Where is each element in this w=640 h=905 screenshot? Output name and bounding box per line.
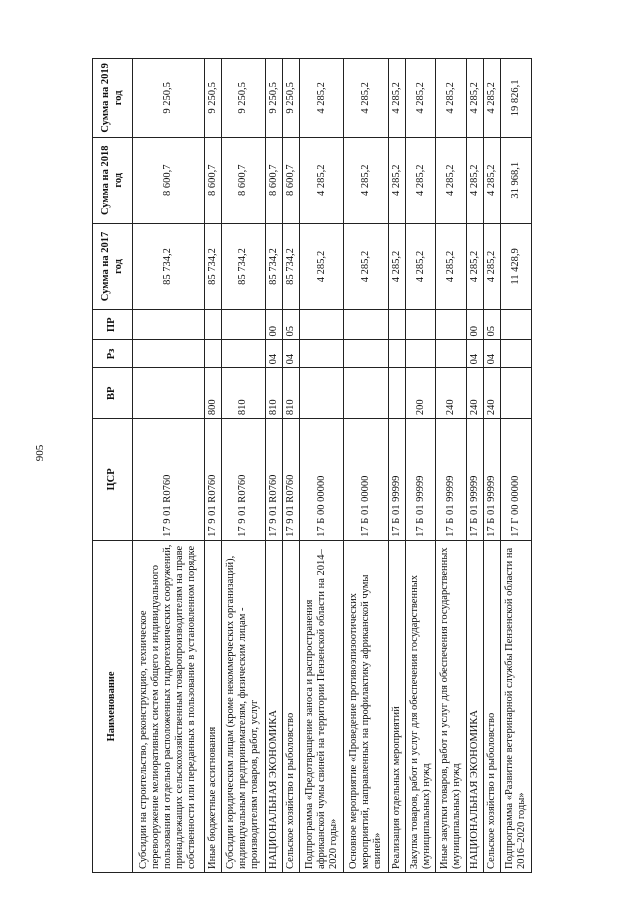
cell-y2017: 4 285,2 — [405, 223, 436, 309]
cell-pr: 00 — [467, 310, 484, 340]
cell-vr — [501, 368, 532, 419]
cell-rz — [388, 340, 405, 368]
cell-vr: 810 — [283, 368, 300, 419]
cell-y2019: 9 250,5 — [204, 59, 221, 138]
cell-y2017: 4 285,2 — [436, 223, 467, 309]
cell-name: Сельское хозяйство и рыболовство — [484, 540, 501, 872]
cell-vr — [388, 368, 405, 419]
table-row — [221, 59, 265, 873]
cell-y2019: 9 250,5 — [265, 59, 282, 138]
cell-y2019: 4 285,2 — [484, 59, 501, 138]
cell-y2018: 8 600,7 — [283, 137, 300, 223]
table-row — [405, 59, 436, 873]
cell-rz: 04 — [265, 340, 282, 368]
cell-y2018: 31 968,1 — [501, 137, 532, 223]
cell-csr: 17 Б 01 99999 — [484, 419, 501, 541]
cell-rz: 04 — [467, 340, 484, 368]
cell-vr — [300, 368, 344, 419]
cell-y2018: 4 285,2 — [300, 137, 344, 223]
cell-y2018: 4 285,2 — [436, 137, 467, 223]
cell-y2019: 19 826,1 — [501, 59, 532, 138]
table-row — [300, 59, 344, 873]
cell-y2017: 4 285,2 — [300, 223, 344, 309]
header-rz: Рз — [93, 340, 133, 368]
cell-csr: 17 Б 01 99999 — [436, 419, 467, 541]
header-pr: ПР — [93, 310, 133, 340]
cell-y2017: 85 734,2 — [133, 223, 205, 309]
table-row — [467, 59, 484, 873]
cell-csr: 17 9 01 R0760 — [204, 419, 221, 541]
cell-y2017: 85 734,2 — [221, 223, 265, 309]
cell-csr: 17 Б 00 00000 — [300, 419, 344, 541]
cell-vr: 240 — [467, 368, 484, 419]
header-2017: Сумма на 2017 год — [93, 223, 133, 309]
cell-pr — [501, 310, 532, 340]
header-csr: ЦСР — [93, 419, 133, 541]
cell-csr: 17 9 01 R0760 — [133, 419, 205, 541]
table-row — [436, 59, 467, 873]
cell-y2017: 4 285,2 — [344, 223, 388, 309]
cell-rz: 04 — [484, 340, 501, 368]
cell-vr: 240 — [484, 368, 501, 419]
cell-name: Подпрограмма «Предотвращение заноса и распространения африканской чумы свиней на территории Пензенской области на 2014–2020 годы» — [300, 540, 344, 872]
cell-y2018: 8 600,7 — [265, 137, 282, 223]
cell-rz — [344, 340, 388, 368]
cell-y2018: 4 285,2 — [344, 137, 388, 223]
cell-y2018: 4 285,2 — [467, 137, 484, 223]
cell-pr — [204, 310, 221, 340]
cell-rz — [300, 340, 344, 368]
cell-vr — [344, 368, 388, 419]
cell-rz: 04 — [283, 340, 300, 368]
cell-csr: 17 Б 01 00000 — [344, 419, 388, 541]
cell-name: Субсидии на строительство, реконструкцию, техническое перевооружение мелиоративных систем общего и индивидуального пользования и отдельно расположенных гидротехнических сооружений, принадлежащих сельскохозяйственным товаропроизводителям на праве собственности или переданных в пользование в установленном порядке — [133, 540, 205, 872]
cell-rz — [436, 340, 467, 368]
cell-y2019: 4 285,2 — [467, 59, 484, 138]
cell-pr — [133, 310, 205, 340]
table-row — [484, 59, 501, 873]
cell-pr — [405, 310, 436, 340]
cell-csr: 17 Б 01 99999 — [467, 419, 484, 541]
cell-pr — [344, 310, 388, 340]
cell-name: НАЦИОНАЛЬНАЯ ЭКОНОМИКА — [467, 540, 484, 872]
cell-name: Основное мероприятие «Проведение противоэпизоотических мероприятий, направленных на профилактику африканской чумы свиней» — [344, 540, 388, 872]
header-2018: Сумма на 2018 год — [93, 137, 133, 223]
page-number-area — [20, 0, 60, 905]
cell-y2017: 4 285,2 — [467, 223, 484, 309]
cell-y2019: 4 285,2 — [388, 59, 405, 138]
header-row — [93, 59, 133, 873]
cell-csr: 17 9 01 R0760 — [265, 419, 282, 541]
table-row — [344, 59, 388, 873]
page-number: 905 — [34, 444, 46, 461]
cell-y2019: 4 285,2 — [344, 59, 388, 138]
cell-y2019: 4 285,2 — [405, 59, 436, 138]
cell-y2018: 4 285,2 — [388, 137, 405, 223]
cell-y2018: 4 285,2 — [484, 137, 501, 223]
cell-csr: 17 9 01 R0760 — [283, 419, 300, 541]
header-vr: ВР — [93, 368, 133, 419]
cell-y2017: 85 734,2 — [265, 223, 282, 309]
cell-y2017: 85 734,2 — [283, 223, 300, 309]
cell-name: Иные закупки товаров, работ и услуг для обеспечения государственных (муниципальных) нужд — [436, 540, 467, 872]
cell-y2018: 8 600,7 — [204, 137, 221, 223]
cell-pr — [300, 310, 344, 340]
table-row — [501, 59, 532, 873]
cell-y2017: 11 428,9 — [501, 223, 532, 309]
cell-pr: 00 — [265, 310, 282, 340]
table-row — [204, 59, 221, 873]
rotated-table-container — [92, 58, 532, 873]
cell-csr: 17 9 01 R0760 — [221, 419, 265, 541]
cell-vr — [133, 368, 205, 419]
header-name: Наименование — [93, 540, 133, 872]
cell-pr: 05 — [283, 310, 300, 340]
cell-pr: 05 — [484, 310, 501, 340]
cell-name: Реализация отдельных мероприятий — [388, 540, 405, 872]
table-row — [265, 59, 282, 873]
cell-y2018: 8 600,7 — [221, 137, 265, 223]
cell-csr: 17 Б 01 99999 — [388, 419, 405, 541]
cell-rz — [133, 340, 205, 368]
cell-rz — [405, 340, 436, 368]
cell-vr: 810 — [265, 368, 282, 419]
cell-name: Иные бюджетные ассигнования — [204, 540, 221, 872]
cell-csr: 17 Г 00 00000 — [501, 419, 532, 541]
cell-rz — [204, 340, 221, 368]
table-row — [133, 59, 205, 873]
cell-pr — [388, 310, 405, 340]
cell-rz — [221, 340, 265, 368]
cell-y2019: 9 250,5 — [221, 59, 265, 138]
cell-rz — [501, 340, 532, 368]
cell-vr: 800 — [204, 368, 221, 419]
cell-y2017: 4 285,2 — [388, 223, 405, 309]
cell-y2017: 85 734,2 — [204, 223, 221, 309]
table-row — [283, 59, 300, 873]
cell-y2017: 4 285,2 — [484, 223, 501, 309]
cell-name: Субсидии юридическим лицам (кроме некоммерческих организаций), индивидуальным предпринимателям, физическим лицам - производителям товаров, работ, услуг — [221, 540, 265, 872]
cell-vr: 200 — [405, 368, 436, 419]
cell-pr — [436, 310, 467, 340]
cell-y2019: 9 250,5 — [283, 59, 300, 138]
cell-y2018: 4 285,2 — [405, 137, 436, 223]
cell-pr — [221, 310, 265, 340]
cell-vr: 810 — [221, 368, 265, 419]
cell-y2019: 9 250,5 — [133, 59, 205, 138]
rotated-table — [92, 58, 532, 873]
budget-table — [92, 58, 532, 873]
table-row — [388, 59, 405, 873]
cell-name: Закупка товаров, работ и услуг для обеспечения государственных (муниципальных) нужд — [405, 540, 436, 872]
cell-csr: 17 Б 01 99999 — [405, 419, 436, 541]
cell-y2019: 4 285,2 — [300, 59, 344, 138]
cell-y2018: 8 600,7 — [133, 137, 205, 223]
cell-name: НАЦИОНАЛЬНАЯ ЭКОНОМИКА — [265, 540, 282, 872]
cell-name: Подпрограмма «Развитие ветеринарной службы Пензенской области на 2016–2020 годы» — [501, 540, 532, 872]
cell-vr: 240 — [436, 368, 467, 419]
cell-name: Сельское хозяйство и рыболовство — [283, 540, 300, 872]
header-2019: Сумма на 2019 год — [93, 59, 133, 138]
cell-y2019: 4 285,2 — [436, 59, 467, 138]
